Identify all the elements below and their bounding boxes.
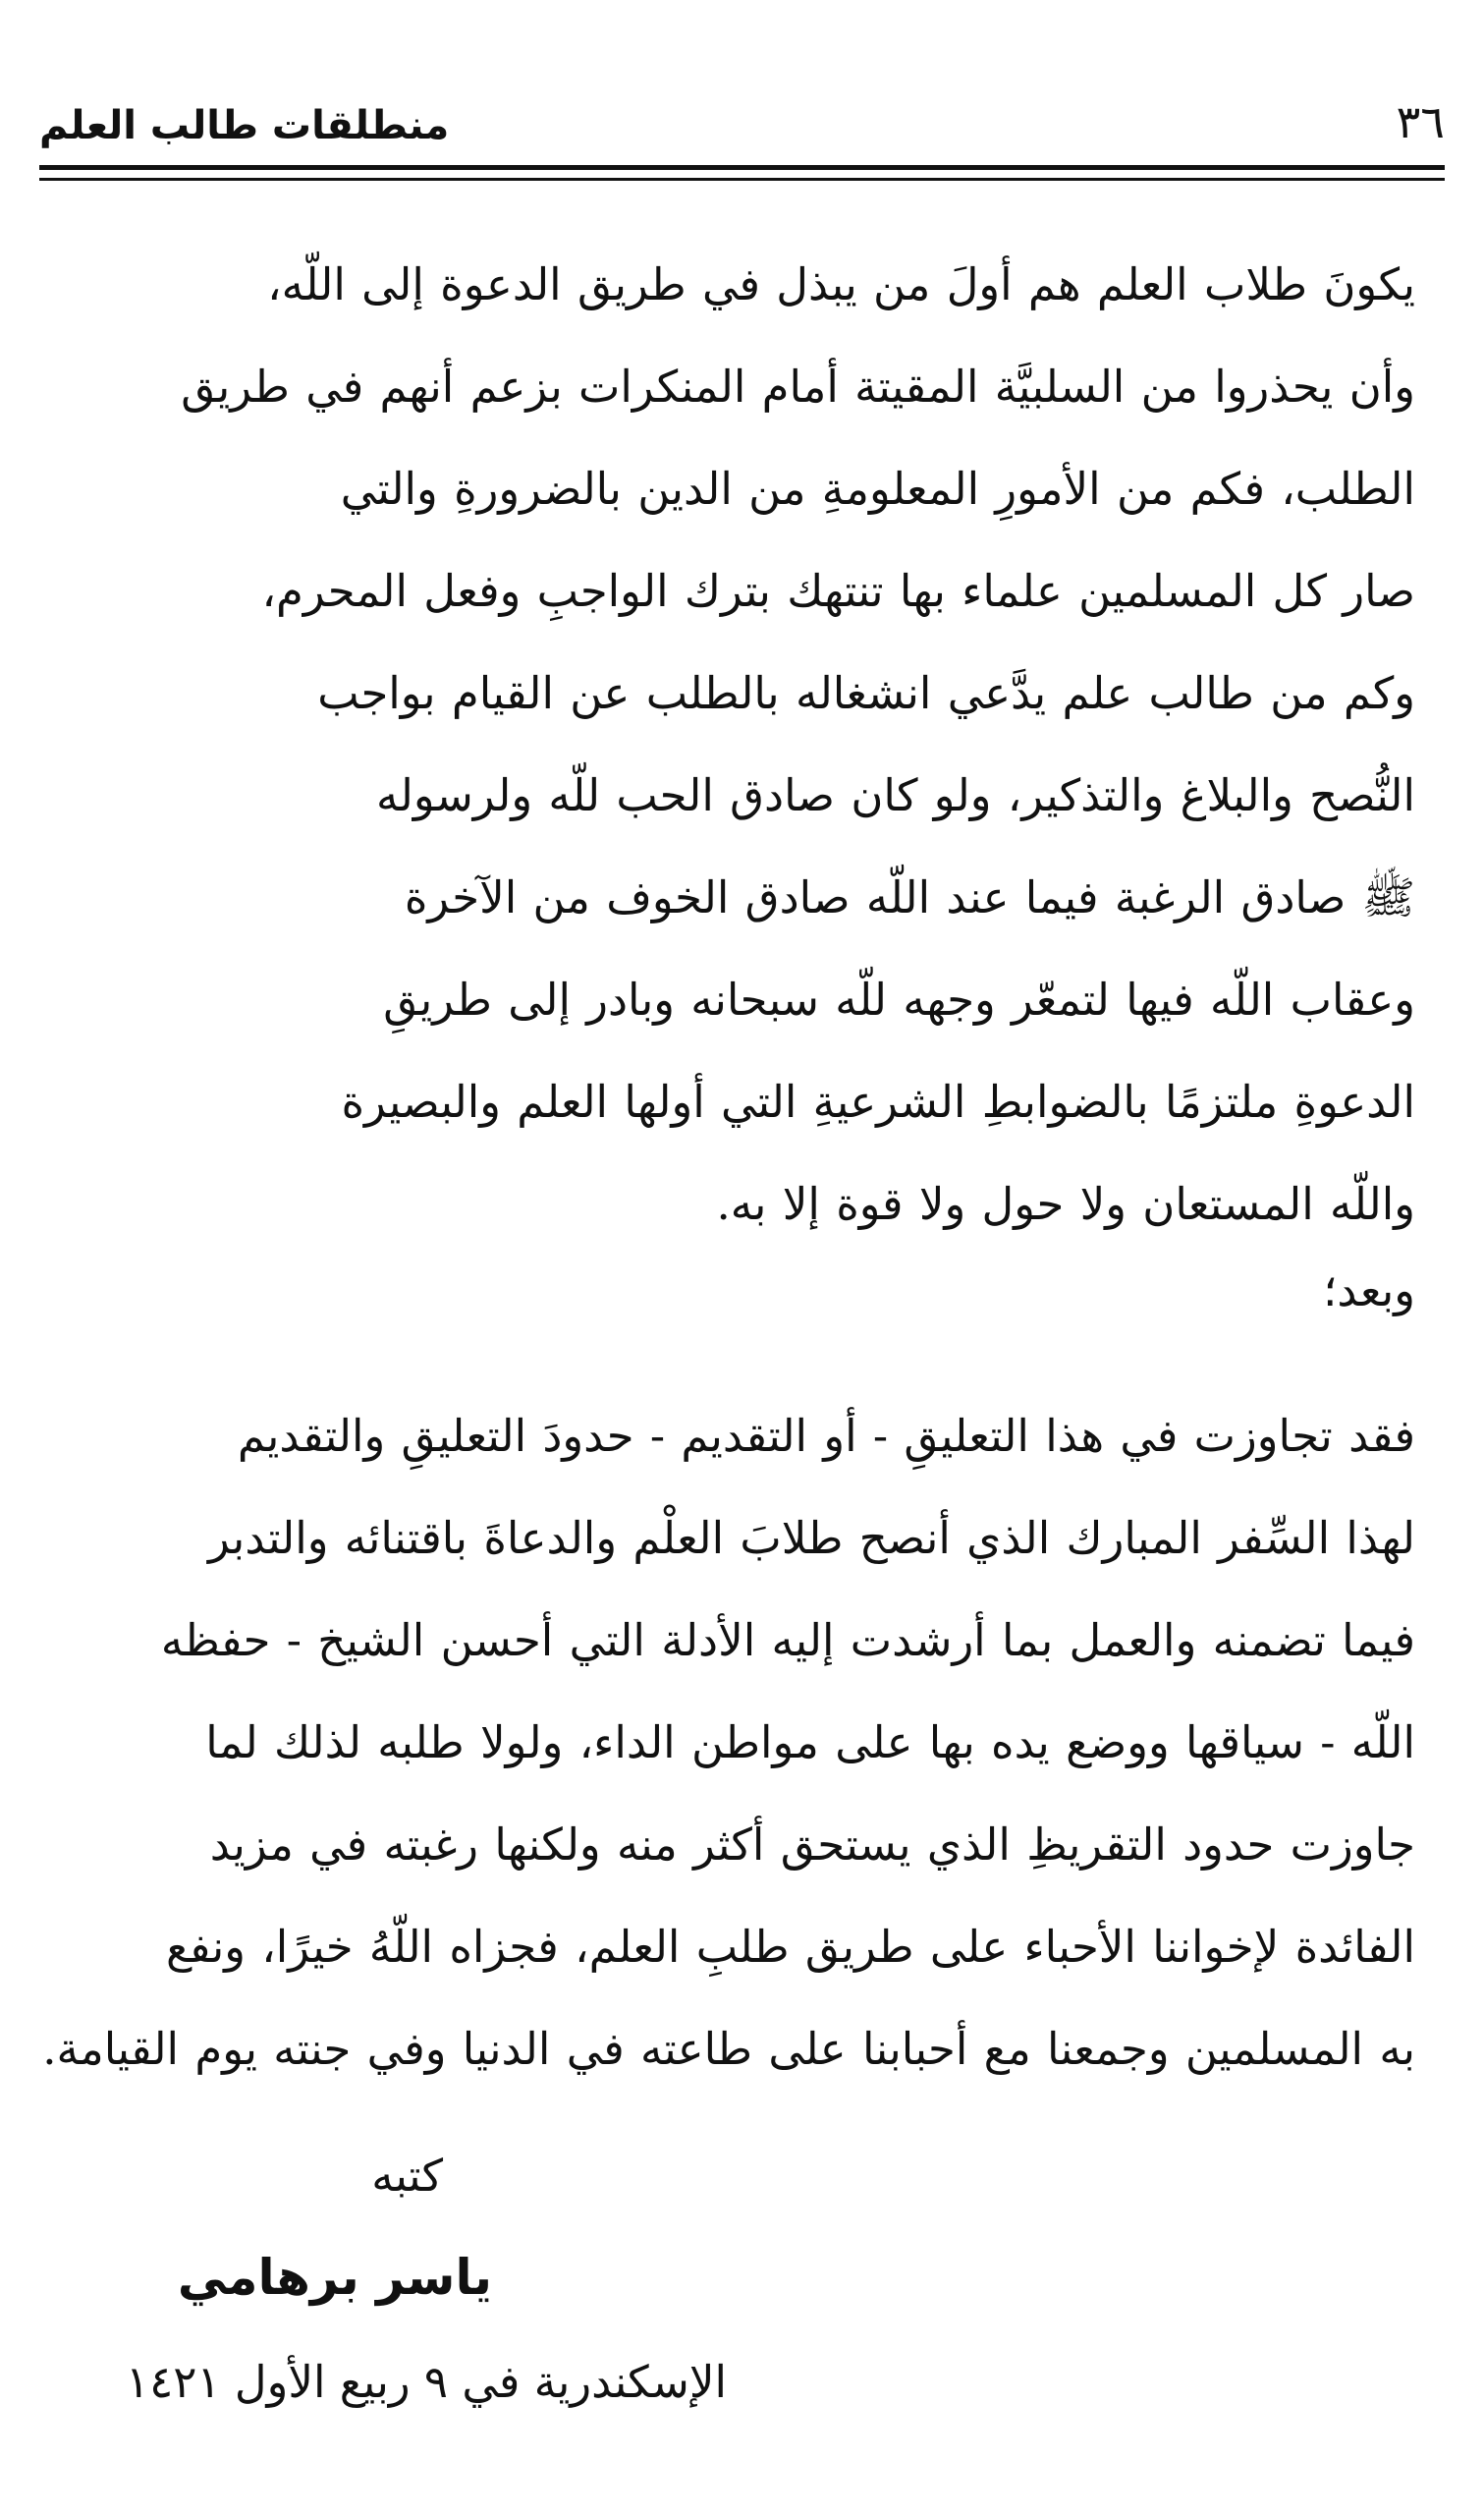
signoff-wrote-it: كتبه (371, 2150, 443, 2202)
paragraph-first (39, 234, 1415, 1256)
paragraph-line: لهذا السِّفر المبارك الذي أنصح طلابَ العلْم والدعاةَ باقتنائه والتدبر (207, 1512, 1415, 1564)
author-name: ياسر برهامي (177, 2249, 492, 2306)
paragraph-third (39, 1385, 1415, 2100)
header-rule-thin (39, 178, 1445, 181)
running-header-title: منطلقات طالب العلم (39, 103, 450, 148)
paragraph-line: وبعد؛ (1323, 1264, 1415, 1316)
paragraph-line: فقد تجاوزت في هذا التعليقِ - أو التقديم - حدودَ التعليقِ والتقديم (237, 1410, 1415, 1462)
paragraph-line: وأن يحذروا من السلبيَّة المقيتة أمام المنكرات بزعم أنهم في طريق (181, 361, 1415, 413)
paragraph-line: جاوزت حدود التقريظِ الذي يستحق أكثر منه ولكنها رغبته في مزيد (209, 1818, 1415, 1871)
paragraph-line: وكم من طالب علم يدَّعي انشغاله بالطلب عن القيام بواجب (317, 667, 1415, 719)
place-and-date: الإسكندرية في ٩ ربيع الأول ١٤٢١ (125, 2356, 727, 2408)
paragraph-line: يكونَ طلاب العلم هم أولَ من يبذل في طريق الدعوة إلى اللّه، (267, 258, 1415, 310)
paragraph-line: الطلب، فكم من الأمورِ المعلومةِ من الدين بالضرورةِ والتي (340, 463, 1415, 515)
paragraph-line: صار كل المسلمين علماء بها تنتهك بترك الواجبِ وفعل المحرم، (261, 565, 1415, 617)
paragraph-line: واللّه المستعان ولا حول ولا قوة إلا به. (716, 1178, 1415, 1230)
paragraph-line: الدعوةِ ملتزمًا بالضوابطِ الشرعيةِ التي أولها العلم والبصيرة (341, 1076, 1415, 1128)
paragraph-line: النُّصح والبلاغ والتذكير، ولو كان صادق الحب للّه ولرسوله (375, 769, 1415, 821)
paragraph-line: به المسلمين وجمعنا مع أحبابنا على طاعته في الدنيا وفي جنته يوم القيامة. (42, 2023, 1415, 2075)
header-rule-thick (39, 165, 1445, 170)
paragraph-line: وعقاب اللّه فيها لتمعّر وجهه للّه سبحانه وبادر إلى طريقِ (383, 974, 1415, 1026)
paragraph-line: الفائدة لإخواننا الأحباء على طريق طلبِ العلم، فجزاه اللّهُ خيرًا، ونفع (165, 1921, 1415, 1973)
paragraph-second (39, 1252, 1415, 1330)
page-number: ٣٦ (1396, 95, 1445, 148)
paragraph-line: ﷺ صادق الرغبة فيما عند اللّه صادق الخوف من الآخرة (404, 871, 1415, 923)
paragraph-line: فيما تضمنه والعمل بما أرشدت إليه الأدلة التي أحسن الشيخ - حفظه (160, 1614, 1415, 1666)
paragraph-line: اللّه - سياقها ووضع يده بها على مواطن الداء، ولولا طلبه لذلك لما (205, 1716, 1415, 1768)
